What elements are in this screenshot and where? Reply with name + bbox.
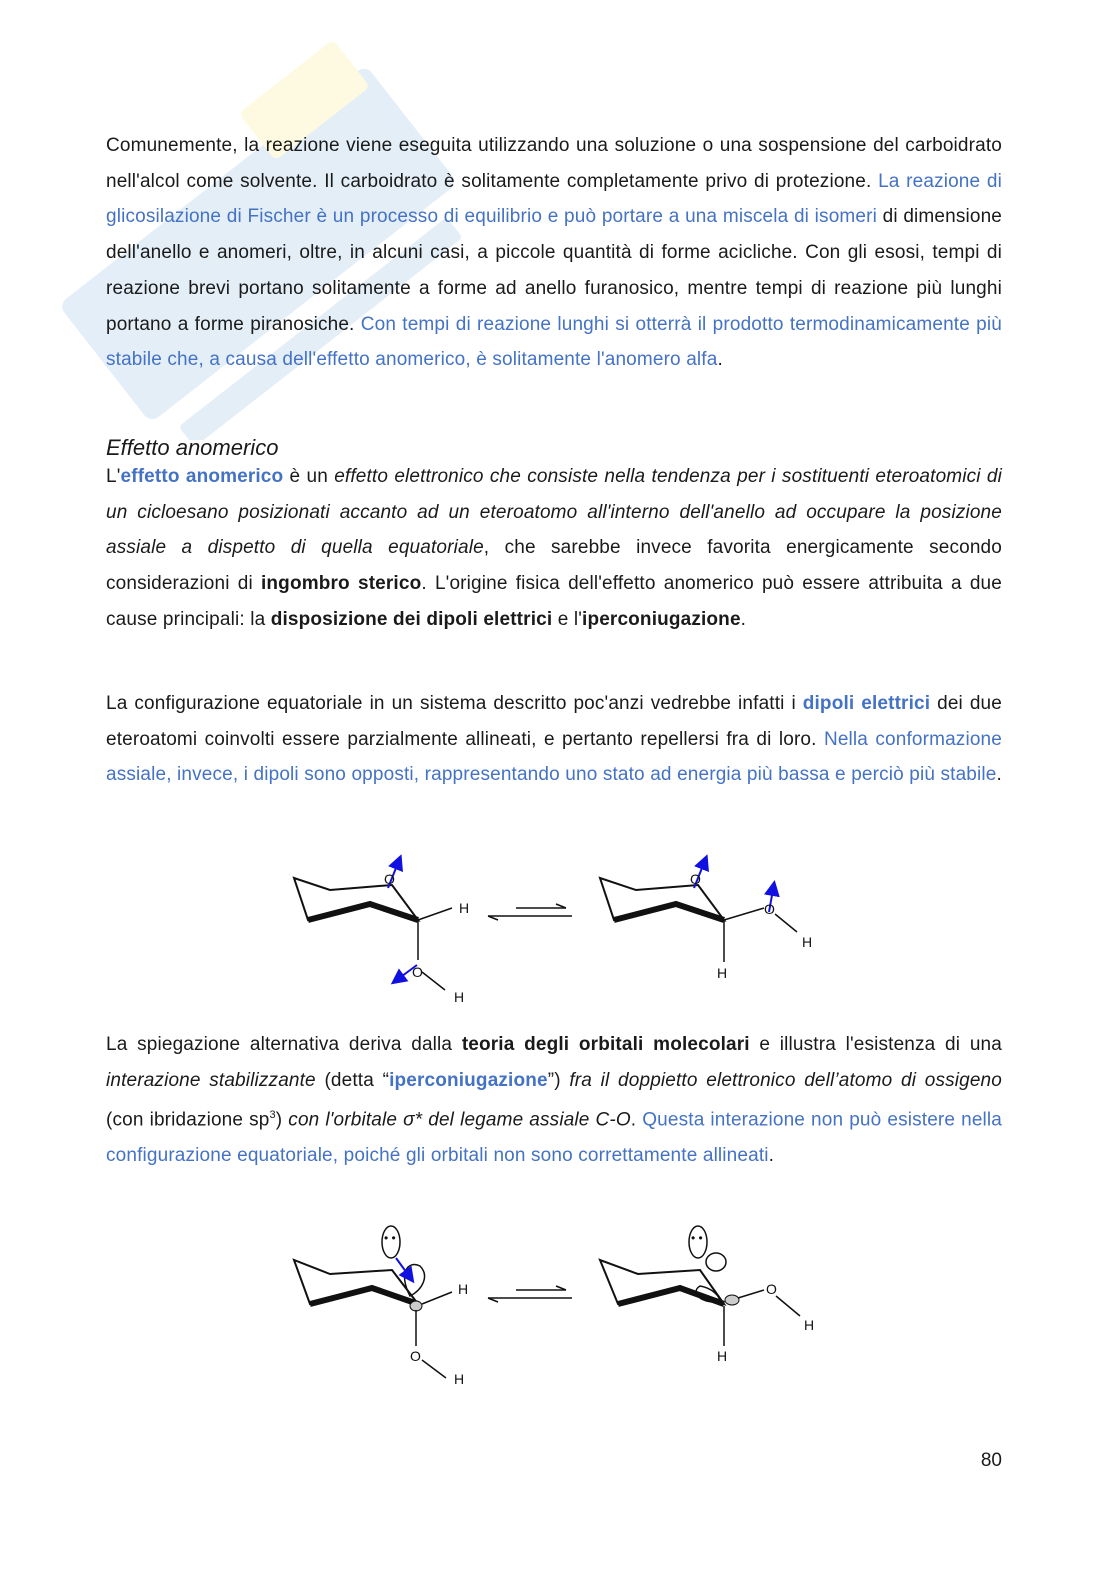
text-run: ) bbox=[275, 1109, 289, 1131]
text-run: e l' bbox=[552, 608, 583, 630]
hydrogen-label: H bbox=[454, 1371, 465, 1387]
text-run: è un bbox=[283, 466, 335, 487]
highlight-run: Con tempi di reazione lunghi si otterrà il prodotto termodinamicamente più stabile che, a causa dell'effetto anomerico, è solitamente l'anomero alfa bbox=[106, 313, 1002, 371]
text-run: e illustra l'esistenza di una bbox=[749, 1034, 1002, 1055]
text-run: dei due eteroatomi coinvolti essere parzialmente allineati, e pertanto repellersi fra di loro. bbox=[106, 693, 1002, 750]
svg-text:• •: • • bbox=[691, 1231, 703, 1245]
text-run: di dimensione dell'anello e anomeri, oltre, in alcuni casi, a piccole quantità di forme acicliche. Con gli esosi, tempi di reazione brevi portano solitamente a forme ad anello furanosico, mentre tempi di reazione più lunghi portano a forme piranosiche. bbox=[106, 206, 1002, 335]
text-run: (detta “ bbox=[315, 1069, 390, 1091]
page-number: 80 bbox=[980, 1450, 1002, 1471]
hydrogen-label: H bbox=[804, 1317, 815, 1333]
paragraph-dipoles bbox=[106, 686, 1002, 793]
oxygen-label: O bbox=[766, 1281, 777, 1297]
text-run: Comunemente, la reazione viene eseguita utilizzando una soluzione o una sospensione del carboidrato nell'alcol come solvente. Il carboidrato è solitamente completamente privo di protezione. bbox=[106, 135, 1002, 192]
italic-run: effetto elettronico che consiste nella tendenza per i sostituenti eteroatomici di un cicloesano posizionati accanto ad un eteroatomo all'interno dell'anello ad occupare la posizione assiale a dispetto di quella equatoriale bbox=[106, 466, 1002, 559]
hydrogen-label: H bbox=[454, 989, 465, 1005]
keyword-link: dipoli elettrici bbox=[802, 693, 931, 714]
hydrogen-label: H bbox=[458, 1281, 469, 1297]
bold-run: teoria degli orbitali molecolari bbox=[461, 1034, 750, 1055]
superscript: 3 bbox=[269, 1109, 276, 1122]
figure-orbital-equilibrium bbox=[280, 1218, 840, 1393]
ring-oxygen-label: O bbox=[384, 871, 395, 887]
text-run: . L'origine fisica dell'effetto anomerico può essere attribuita a due cause principali: la bbox=[106, 573, 1002, 630]
bold-run: iperconiugazione bbox=[582, 608, 741, 630]
keyword-link: iperconiugazione bbox=[389, 1069, 548, 1091]
text-run: . bbox=[768, 1145, 775, 1167]
paragraph-fischer bbox=[106, 128, 1002, 378]
equilibrium-arrows bbox=[488, 1286, 572, 1302]
text-run: . bbox=[996, 764, 1002, 786]
paragraph-orbitals bbox=[106, 1027, 1002, 1174]
text-run: , che sarebbe invece favorita energicamente secondo considerazioni di bbox=[106, 537, 1002, 595]
chair-left-molecule bbox=[294, 1226, 452, 1378]
text-run: L' bbox=[106, 466, 121, 487]
chair-left-molecule bbox=[294, 858, 452, 990]
bold-run: ingombro sterico bbox=[261, 573, 422, 595]
oxygen-label: O bbox=[410, 1348, 421, 1364]
keyword-link: effetto anomerico bbox=[120, 466, 284, 487]
oxygen-label: O bbox=[764, 901, 775, 917]
text-run: La spiegazione alternativa deriva dalla bbox=[106, 1034, 462, 1055]
text-run: ”) bbox=[547, 1069, 570, 1091]
text-run: . bbox=[717, 349, 723, 371]
italic-run: interazione stabilizzante bbox=[106, 1069, 316, 1091]
highlight-run: Questa interazione non può esistere nella configurazione equatoriale, poiché gli orbitali non sono correttamente allineati bbox=[106, 1109, 1003, 1167]
highlight-run: La reazione di glicosilazione di Fischer è un processo di equilibrio e può portare a una miscela di isomeri bbox=[106, 170, 1002, 228]
italic-run: fra il doppietto elettronico dell’atomo di ossigeno bbox=[569, 1069, 1002, 1091]
figure-dipole-equilibrium bbox=[280, 840, 840, 1015]
hydrogen-label: H bbox=[802, 934, 813, 950]
text-run: . bbox=[630, 1109, 643, 1131]
oxygen-label: O bbox=[412, 964, 423, 980]
paragraph-anomeric-definition bbox=[106, 459, 1002, 638]
highlight-run: Nella conformazione assiale, invece, i dipoli sono opposti, rappresentando uno stato ad energia più bassa e perciò più stabile bbox=[106, 728, 1002, 786]
bold-run: disposizione dei dipoli elettrici bbox=[270, 608, 553, 630]
hydrogen-label: H bbox=[717, 965, 728, 981]
hydrogen-label: H bbox=[717, 1348, 728, 1364]
hydrogen-label: H bbox=[459, 900, 470, 916]
text-run: . bbox=[740, 608, 747, 630]
ring-oxygen-label: O bbox=[690, 871, 701, 887]
text-run: La configurazione equatoriale in un sistema descritto poc'anzi vedrebbe infatti i bbox=[106, 693, 803, 714]
svg-text:• •: • • bbox=[384, 1231, 396, 1245]
text-run: (con ibridazione sp bbox=[106, 1109, 270, 1131]
italic-run: con l'orbitale σ* del legame assiale C-O bbox=[288, 1109, 631, 1131]
section-heading: Effetto anomerico bbox=[106, 435, 279, 460]
equilibrium-arrows bbox=[488, 904, 572, 920]
